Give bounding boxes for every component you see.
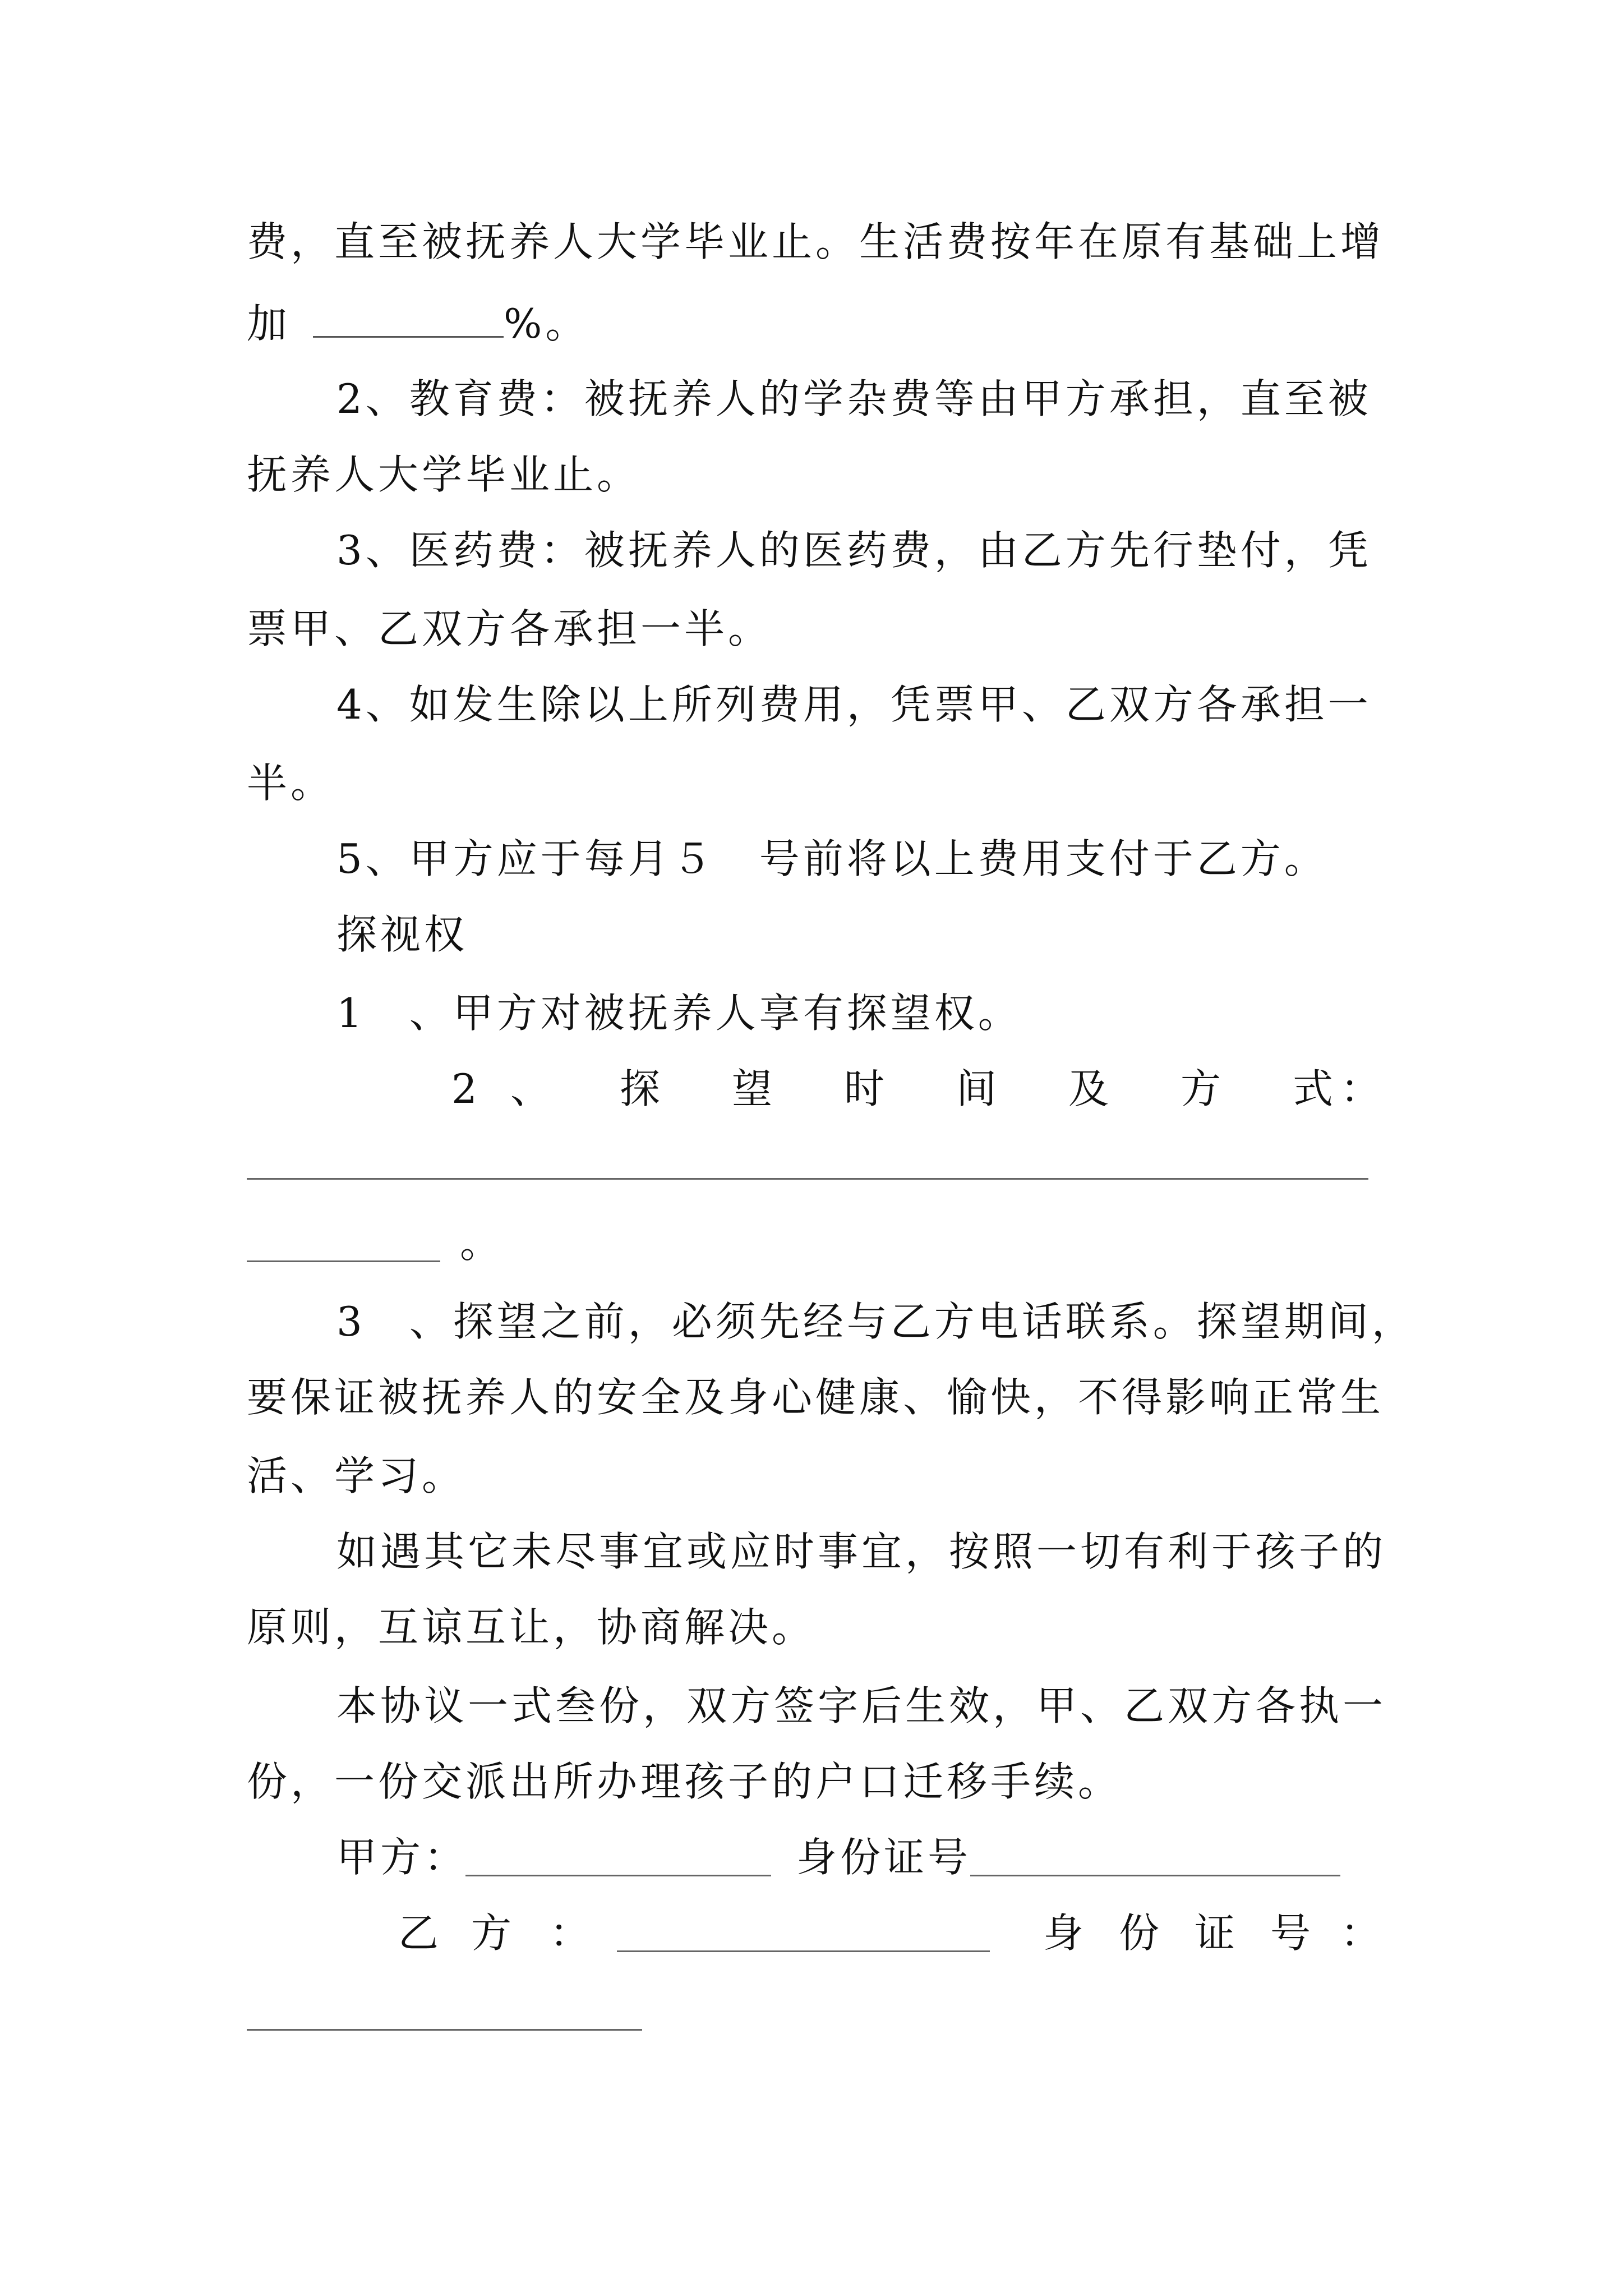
party-b-id-char: 证 [1195, 1910, 1235, 1957]
visit-char: 及 [1068, 1065, 1109, 1112]
party-a-name-field[interactable] [465, 1875, 771, 1876]
visit-colon: ： [1340, 1065, 1381, 1112]
visit-time-blank-field[interactable] [247, 1178, 1368, 1180]
party-b-id-char: 份 [1119, 1910, 1160, 1957]
paragraph-line-5: 3、医药费：被抚养人的医药费，由乙方先行垫付，凭 [336, 527, 1372, 574]
paragraph-line-16: 如遇其它未尽事宜或应时事宜，按照一切有利于孩子的 [336, 1528, 1387, 1575]
paragraph-line-18: 本协议一式叁份，双方签字后生效，甲、乙双方各执一 [336, 1682, 1387, 1729]
party-b-char: 乙 [398, 1910, 439, 1957]
visit-time-period: 。 [460, 1220, 504, 1267]
party-b-colon: ： [550, 1910, 591, 1957]
paragraph-line-3: 2、教育费：被抚养人的学杂费等由甲方承担，直至被 [336, 375, 1372, 422]
paragraph-line-11: 1 、甲方对被抚养人享有探望权。 [336, 990, 1022, 1037]
paragraph-line-1: 费，直至被抚养人大学毕业止。生活费按年在原有基础上增 [247, 218, 1385, 265]
visit-char: 方 [1181, 1065, 1221, 1112]
visit-char: 时 [844, 1065, 885, 1112]
party-b-char: 方 [471, 1910, 512, 1957]
paragraph-line-4: 抚养人大学毕业止。 [247, 451, 641, 498]
paragraph-line-9: 5、甲方应于每月５ 号前将以上费用支付于乙方。 [336, 835, 1328, 882]
percent-blank-field[interactable] [313, 300, 504, 338]
text-fragment: %。 [504, 300, 589, 347]
visit-sep: 、 [510, 1065, 551, 1112]
paragraph-line-2 [247, 300, 589, 347]
party-b-id-char: 身 [1043, 1910, 1084, 1957]
visit-char: 探 [620, 1065, 661, 1112]
text-fragment: 加 [247, 300, 291, 347]
paragraph-line-7: 4、如发生除以上所列费用，凭票甲、乙双方各承担一 [336, 681, 1372, 728]
paragraph-line-6: 票甲、乙双方各承担一半。 [247, 605, 772, 652]
paragraph-line-13: 3 、探望之前，必须先经与乙方电话联系。探望期间， [336, 1298, 1415, 1345]
paragraph-line-17: 原则，互谅互让，协商解决。 [247, 1604, 816, 1651]
party-b-id-colon: ： [1340, 1910, 1381, 1957]
party-b-id-char: 号 [1270, 1910, 1311, 1957]
party-a-label: 甲方： [336, 1834, 468, 1881]
party-a-id-label: 身份证号 [796, 1834, 972, 1881]
party-b-name-field[interactable] [617, 1950, 990, 1952]
visit-num: 2 [451, 1065, 477, 1112]
visit-char: 式 [1293, 1065, 1334, 1112]
paragraph-line-8: 半。 [247, 760, 335, 807]
visit-char: 间 [956, 1065, 997, 1112]
paragraph-line-15: 活、学习。 [247, 1452, 466, 1499]
paragraph-line-14: 要保证被抚养人的安全及身心健康、愉快，不得影响正常生 [247, 1374, 1385, 1421]
party-b-id-field[interactable] [247, 2029, 642, 2031]
visit-time-blank-field-continued[interactable] [247, 1260, 440, 1262]
visit-char: 望 [732, 1065, 773, 1112]
section-heading-visitation: 探视权 [336, 911, 468, 958]
paragraph-line-19: 份，一份交派出所办理孩子的户口迁移手续。 [247, 1758, 1122, 1805]
party-a-id-field[interactable] [970, 1875, 1340, 1876]
